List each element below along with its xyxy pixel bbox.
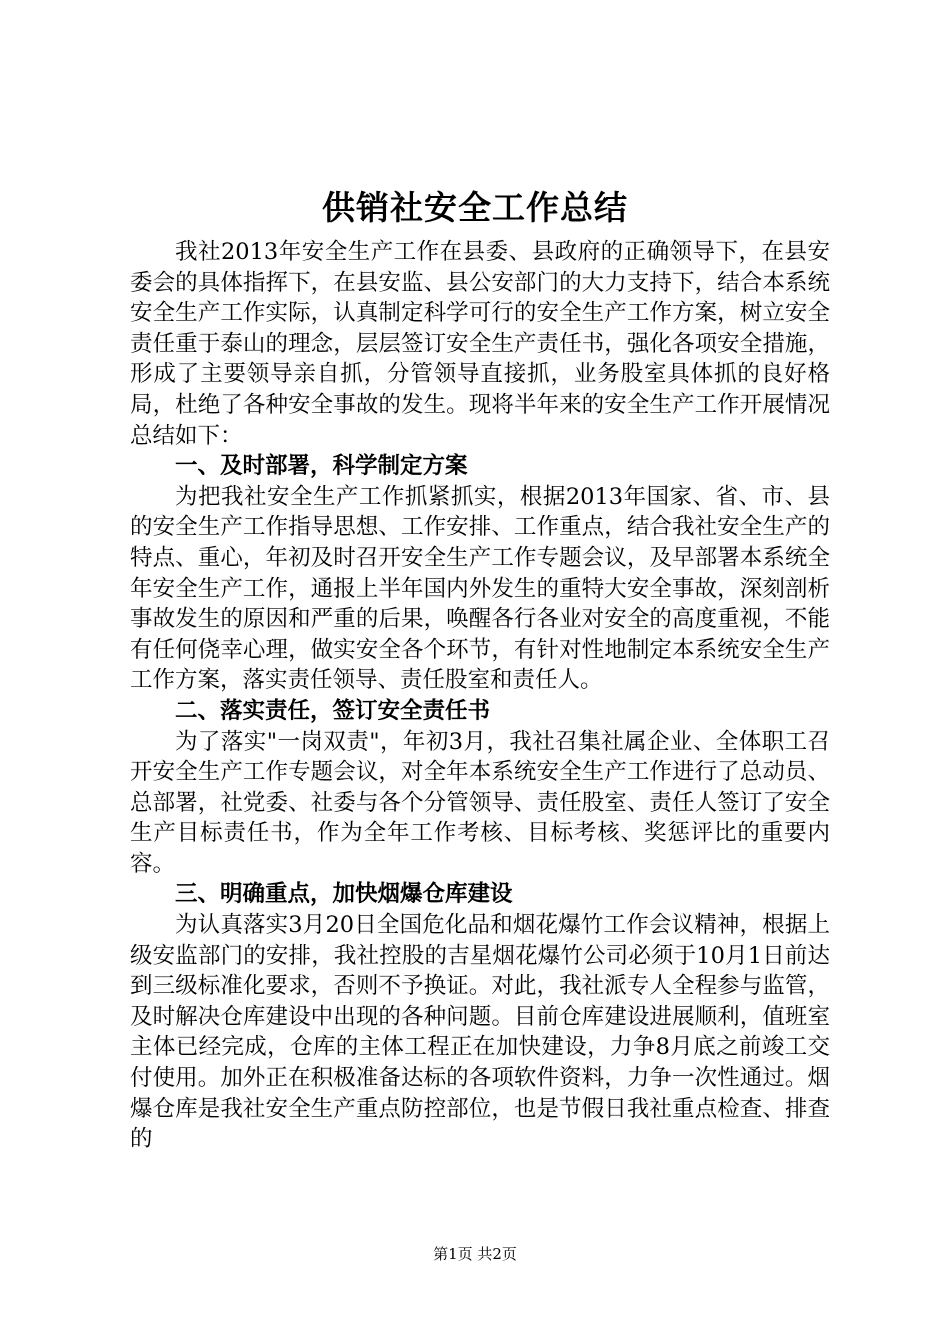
section-text-1: 为把我社安全生产工作抓紧抓实，根据2013年国家、省、市、县的安全生产工作指导思想、工作安排、工作重点，结合我社安全生产的特点、重心，年初及时召开安全生产工作专题会议，及早部署本系统全年安全生产工作，通报上半年国内外发生的重特大安全事故，深刻剖析事故发生的原因和严重的后果，唤醒各行各业对安全的高度重视，不能有任何侥幸心理，做实安全各个环节，有针对性地制定本系统安全生产工作方案，落实责任领导、责任股室和责任人。 [130, 483, 830, 694]
section-heading-3: 三、明确重点，加快烟爆仓库建设 [175, 881, 513, 908]
section-text-3: 为认真落实3月20日全国危化品和烟花爆竹工作会议精神，根据上级安监部门的安排，我社控股的吉星烟花爆竹公司必须于10月1日前达到三级标准化要求，否则不予换证。对此，我社派专人全程参与监管，及时解决仓库建设中出现的各种问题。目前仓库建设进展顺利，值班室主体已经完成，仓库的主体工程正在加快建设，力争8月底之前竣工交付使用。加外正在积极准备达标的各项软件资料，力争一次性通过。烟爆仓库是我社安全生产重点防控部位，也是节假日我社重点检查、排查的 [130, 912, 830, 1153]
section-text-2: 为了落实"一岗双责"，年初3月，我社召集社属企业、全体职工召开安全生产工作专题会议，对全年本系统安全生产工作进行了总动员、总部署，社党委、社委与各个分管领导、责任股室、责任人签订了安全生产目标责任书，作为全年工作考核、目标考核、奖惩评比的重要内容。 [130, 728, 830, 877]
document-body [130, 237, 830, 1155]
section-heading-2: 二、落实责任，签订安全责任书 [175, 697, 491, 724]
page-number-footer: 第1页 共2页 [433, 1245, 517, 1263]
intro-paragraph: 我社2013年安全生产工作在县委、县政府的正确领导下，在县安委会的具体指挥下，在县安监、县公安部门的大力支持下，结合本系统安全生产工作实际，认真制定科学可行的安全生产工作方案，树立安全责任重于泰山的理念，层层签订安全生产责任书，强化各项安全措施，形成了主要领导亲自抓，分管领导直接抓，业务股室具体抓的良好格局，杜绝了各种安全事故的发生。现将半年来的安全生产工作开展情况总结如下： [130, 239, 830, 449]
document-title: 供销社安全工作总结 [322, 188, 628, 227]
section-heading-1: 一、及时部署，科学制定方案 [175, 453, 468, 480]
